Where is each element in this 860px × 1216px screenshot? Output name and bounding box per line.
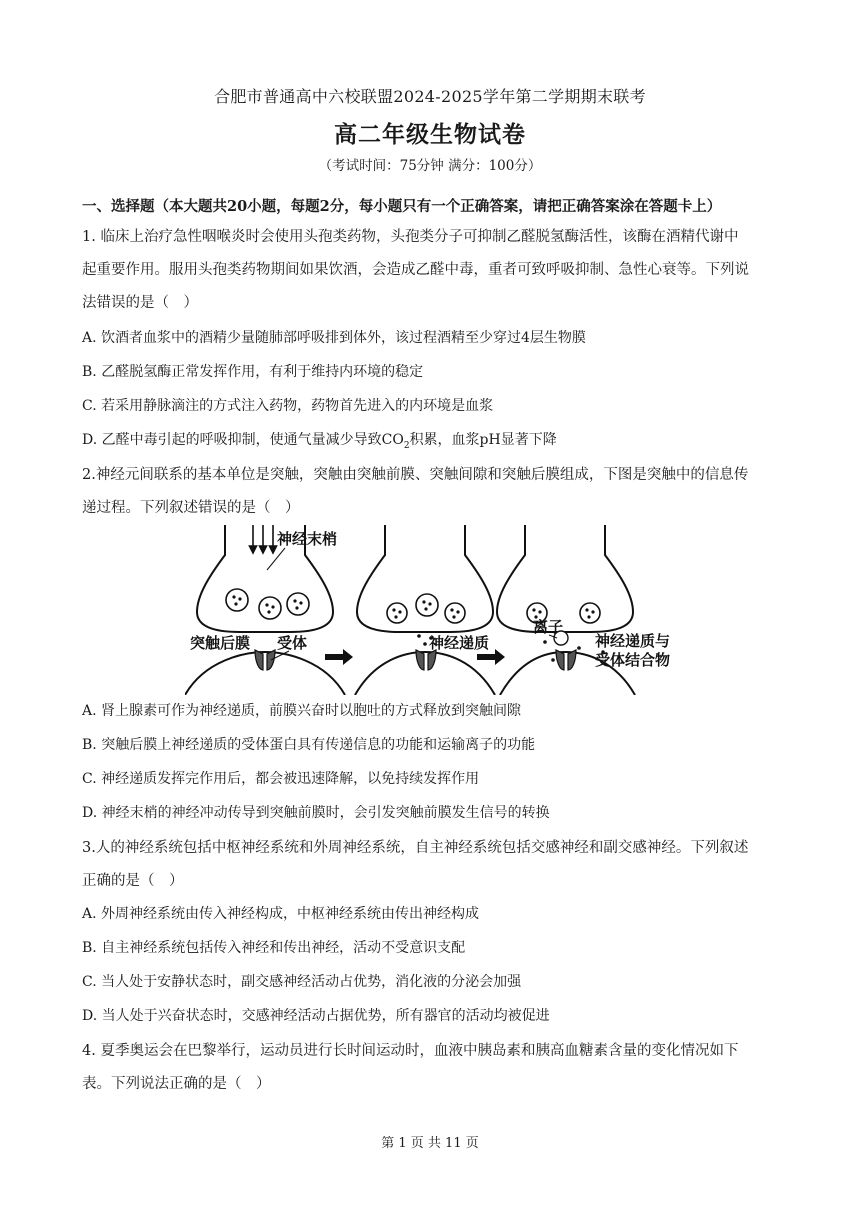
vesicle	[580, 603, 600, 623]
q1-option-d-pre: D. 乙醛中毒引起的呼吸抑制，使通气量减少导致CO	[82, 432, 404, 448]
section-heading: 一、选择题（本大题共20小题，每题2分，每小题只有一个正确答案，请把正确答案涂在答题卡上）	[82, 198, 722, 215]
q2-stem-line-1: 2.神经元间联系的基本单位是突触，突触由突触前膜、突触间隙和突触后膜组成，下图是突触中的信息传	[82, 467, 749, 483]
synapse-diagram	[185, 520, 685, 695]
vesicle	[387, 603, 407, 623]
q2-option-c: C. 神经递质发挥完作用后，都会被迅速降解，以免持续发挥作用	[82, 771, 480, 787]
q2-stem-line-2: 递过程。下列叙述错误的是（ ）	[82, 500, 300, 516]
q1-stem-line-2: 起重要作用。服用头孢类药物期间如果饮酒，会造成乙醛中毒，重者可致呼吸抑制、急性心衰等。下列说	[82, 262, 749, 278]
exam-title: 高二年级生物试卷	[334, 121, 526, 148]
label-postsynaptic: 突触后膜	[190, 635, 251, 652]
receptor-2b	[428, 650, 436, 670]
q2-option-b: B. 突触后膜上神经递质的受体蛋白具有传递信息的功能和运输离子的功能	[82, 737, 536, 753]
vesicle	[226, 589, 248, 611]
label-transmitter: 神经递质	[429, 635, 490, 652]
q1-option-d-sub: 2	[403, 440, 410, 451]
q1-option-b: B. 乙醛脱氢酶正常发挥作用，有利于维持内环境的稳定	[82, 364, 424, 380]
label-nerve-ending: 神经末梢	[277, 531, 338, 548]
vesicle	[287, 593, 309, 615]
postsynaptic-2	[355, 652, 495, 695]
q2-option-a: A. 肾上腺素可作为神经递质，前膜兴奋时以胞吐的方式释放到突触间隙	[82, 703, 522, 719]
label-ion: 离子	[533, 619, 564, 636]
terminal-3-outline	[497, 525, 633, 632]
q3-option-b: B. 自主神经系统包括传入神经和传出神经，活动不受意识支配	[82, 940, 466, 956]
label-complex-line-1: 神经递质与	[595, 633, 671, 650]
exam-info: （考试时间：75分钟 满分：100分）	[318, 158, 542, 174]
postsynaptic-1	[185, 652, 345, 695]
receptor-3b	[568, 650, 576, 670]
vesicle	[259, 597, 281, 619]
q3-stem-line-2: 正确的是（ ）	[82, 873, 184, 889]
q3-option-a: A. 外周神经系统由传入神经构成，中枢神经系统由传出神经构成	[82, 906, 480, 922]
label-complex-line-2: 受体结合物	[595, 652, 671, 669]
page-footer: 第 1 页 共 11 页	[381, 1136, 479, 1151]
q3-stem-line-1: 3.人的神经系统包括中枢神经系统和外周神经系统，自主神经系统包括交感神经和副交感神经。下列叙述	[82, 840, 749, 856]
q2-option-d: D. 神经末梢的神经冲动传导到突触前膜时，会引发突触前膜发生信号的转换	[82, 805, 550, 821]
q1-stem-line-3: 法错误的是（ ）	[82, 295, 198, 311]
q3-option-d: D. 当人处于兴奋状态时，交感神经活动占据优势，所有器官的活动均被促进	[82, 1008, 550, 1024]
q1-stem-line-1: 1. 临床上治疗急性咽喉炎时会使用头孢类药物，头孢类分子可抑制乙醛脱氢酶活性，该酶在酒精代谢中	[82, 229, 739, 245]
vesicle	[416, 594, 438, 616]
label-receptor: 受体	[277, 635, 308, 652]
receptor-3	[556, 650, 564, 670]
school-header: 合肥市普通高中六校联盟2024-2025学年第二学期期末联考	[214, 87, 646, 106]
q1-option-a: A. 饮酒者血浆中的酒精少量随肺部呼吸排到体外，该过程酒精至少穿过4层生物膜	[82, 330, 586, 346]
q1-option-d-post: 积累，血浆pH显著下降	[409, 432, 557, 448]
q1-option-d	[82, 429, 557, 451]
receptor-1	[255, 650, 263, 670]
vesicle	[445, 603, 465, 623]
q4-stem-line-1: 4. 夏季奥运会在巴黎举行，运动员进行长时间运动时，血液中胰岛素和胰高血糖素含量的变化情况如下	[82, 1043, 739, 1059]
step-arrow-1	[325, 649, 353, 665]
q4-stem-line-2: 表。下列说法正确的是（ ）	[82, 1076, 271, 1092]
receptor-2	[416, 650, 424, 670]
q1-option-c: C. 若采用静脉滴注的方式注入药物，药物首先进入的内环境是血浆	[82, 398, 494, 414]
q3-option-c: C. 当人处于安静状态时，副交感神经活动占优势，消化液的分泌会加强	[82, 974, 522, 990]
